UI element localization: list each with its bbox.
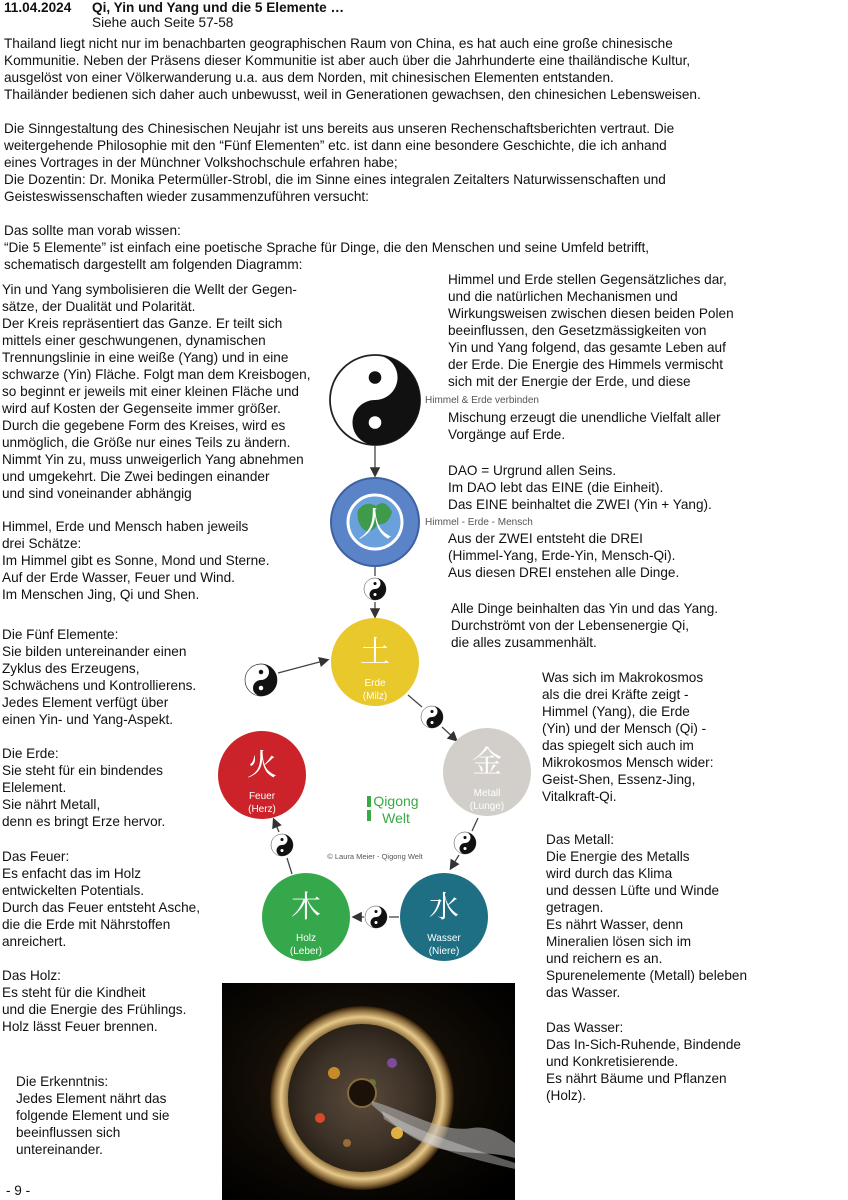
- earth-text: Die Erde: Sie steht für ein bindendes Elelement. Sie nährt Metall, denn es bringt Erze hervor.: [2, 746, 166, 829]
- five-elements-diagram: [210, 350, 540, 970]
- five-elements-text: Die Fünf Elemente: Sie bilden untereinander einen Zyklus des Erzeugens, Schwächens und Kontrollierens. Jedes Element verfügt über einen Yin- und Yang-Aspekt.: [2, 627, 197, 727]
- page-number: - 9 -: [6, 1183, 31, 1198]
- element-wood: [262, 873, 350, 961]
- fire-text: Das Feuer: Es enfacht das im Holz entwickelten Potentials. Durch das Feuer entsteht Asche, die die Erde mit Nährstoffen anreichert.: [2, 849, 200, 949]
- label-heaven-earth-human: Himmel - Erde - Mensch: [425, 517, 533, 528]
- left-yin-yang-icon: [245, 664, 277, 696]
- metal-name: Metall: [473, 788, 501, 799]
- water-organ: (Niere): [428, 946, 460, 957]
- fire-organ: (Herz): [248, 804, 276, 815]
- intro-paragraph-elements: Das sollte man vorab wissen: “Die 5 Elemente” ist einfach eine poetische Sprache für Dinge, die den Menschen und seine Umfeld betrifft, schematisch dargestellt am folgenden Diagramm:: [4, 223, 650, 272]
- earth-organ: (Milz): [362, 691, 388, 702]
- wood-name: Holz: [295, 933, 317, 944]
- brand-line1: Qigong: [373, 793, 419, 809]
- all-things-text: Alle Dinge beinhalten das Yin und das Yang. Durchströmt von der Lebensenergie Qi, die alles zusammenhält.: [451, 601, 719, 650]
- incense-bowl-photo: [222, 983, 515, 1200]
- dao-text: DAO = Urgrund allen Seins. Im DAO lebt das EINE (die Einheit). Das EINE beinhaltet die ZWEI (Yin + Yang).: [448, 463, 712, 512]
- qigong-welt-logo: [367, 793, 419, 826]
- metal-organ: (Lunge): [469, 801, 505, 812]
- element-metal: [443, 728, 531, 816]
- macrocosm-text: Was sich im Makrokosmos als die drei Kräfte zeigt - Himmel (Yang), die Erde (Yin) und der Mensch (Qi) - das spiegelt sich auch im Mikrokosmos Mensch wider: Geist-Shen, Essenz-Jing, Vitalkraft-Qi.: [542, 670, 714, 804]
- water-text: Das Wasser: Das In-Sich-Ruhende, Bindende und Konkretisierende. Es nährt Bäume und Pflanzen (Holz).: [546, 1020, 741, 1103]
- wood-character: 木: [291, 890, 321, 925]
- element-fire: [218, 731, 306, 819]
- small-yin-yang-icon: [421, 706, 443, 728]
- insight-text: Die Erkenntnis: Jedes Element nährt das folgende Element und sie beeinflussen sich untereinander.: [16, 1074, 170, 1157]
- water-character: 水: [429, 890, 459, 925]
- fire-character: 火: [247, 748, 277, 783]
- three-treasures-text: Himmel, Erde und Mensch haben jeweils drei Schätze: Im Himmel gibt es Sonne, Mond und Sterne. Auf der Erde Wasser, Feuer und Wind. Im Menschen Jing, Qi und Shen.: [2, 519, 270, 602]
- water-name: Wasser: [427, 933, 461, 944]
- heaven-earth-text: Himmel und Erde stellen Gegensätzliches dar, und die natürlichen Mechanismen und Wirkungsweisen zwischen diesen beiden Polen beeinflussen, den Gesetzmässigkeiten von Yin und Yang folgend, das gesamte Leben auf der Erde. Die Energie des Himmels vermischt sich mit der Energie der Erde, und diese: [448, 272, 734, 389]
- intro-paragraph-thailand: Thailand liegt nicht nur im benachbarten geographischen Raum von China, es hat auch eine große chinesische Kommunitie. Neben der Präsens dieser Kommunitie ist aber auch über die Jahrhunderte eine thailändische Kultur, ausgelöst von einer Völkerwanderung u.a. aus dem Norden, mit chinesischen Elementen entstanden. Thailänder bedienen sich daher auch unbewusst, weil in Generationen gewachsen, den chinesichen Lebensweisen.: [4, 36, 701, 102]
- small-yin-yang-icon: [271, 834, 293, 856]
- fire-name: Feuer: [248, 791, 276, 802]
- see-also-note: Siehe auch Seite 57-58: [92, 15, 234, 30]
- element-water: [400, 873, 488, 961]
- intro-paragraph-lecture: Die Sinngestaltung des Chinesischen Neujahr ist uns bereits aus unseren Rechenschaftsberichten vertraut. Die weitergehende Philosophie mit den “Fünf Elementen” etc. ist dann eine besondere Geschichte, die ich anhand eines Vortrages in der Münchner Volkshochschule erfahren habe; Die Dozentin: Dr. Monika Petermüller-Strobl, die im Sinne eines integralen Zeitalters Naturwissenschaften und Geisteswissenschaften wieder zusammenzuführen versucht:: [4, 121, 675, 204]
- small-yin-yang-icon: [364, 578, 386, 600]
- brand-line2: Welt: [382, 810, 410, 826]
- three-text: Aus der ZWEI entsteht die DREI (Himmel-Yang, Erde-Yin, Mensch-Qi). Aus diesen DREI enstehen alle Dinge.: [448, 531, 680, 580]
- element-earth: [331, 618, 419, 706]
- label-heaven-earth: Himmel & Erde verbinden: [425, 395, 539, 406]
- header-date: 11.04.2024: [4, 0, 72, 15]
- page-title: Qi, Yin und Yang und die 5 Elemente …: [92, 0, 345, 15]
- human-character: 人: [358, 505, 392, 545]
- earth-name: Erde: [364, 678, 386, 689]
- mixture-text: Mischung erzeugt die unendliche Vielfalt aller Vorgänge auf Erde.: [448, 410, 721, 442]
- wood-organ: (Leber): [289, 946, 323, 957]
- metal-text: Das Metall: Die Energie des Metalls wird durch das Klima und dessen Lüfte und Winde getragen. Es nährt Wasser, denn Mineralien lösen sich im und reichern es an. Spurenelemente (Metall) beleben das Wasser.: [546, 832, 748, 1000]
- small-yin-yang-icon: [365, 906, 387, 928]
- metal-character: 金: [472, 745, 502, 780]
- yin-yang-text: Yin und Yang symbolisieren die Wellt der Gegen- sätze, der Dualität und Polarität. Der Kreis repräsentiert das Ganze. Er teilt sich mittels einer geschwungenen, dynamischen Trennungslinie in eine weiße (Yang) und in eine schwarze (Yin) Fläche. Folgt man dem Kreisbogen, so beginnt er jeweils mit einer kleinen Fläche und wird auf Kosten der Gegenseite immer größer. Durch die gegebene Form des Kreises, wird es unmöglich, die Größe nur eines Teils zu ändern. Nimmt Yin zu, muss unweigerlich Yang abnehmen und umgekehrt. Die Zwei bedingen einander und sind voneinander abhängig: [2, 282, 311, 501]
- earth-character: 土: [360, 635, 390, 670]
- diagram-copyright: © Laura Meier - Qigong Welt: [327, 852, 423, 861]
- yin-yang-icon: [330, 355, 420, 445]
- small-yin-yang-icon: [454, 832, 476, 854]
- wood-text: Das Holz: Es steht für die Kindheit und die Energie des Frühlings. Holz lässt Feuer brennen.: [2, 968, 187, 1034]
